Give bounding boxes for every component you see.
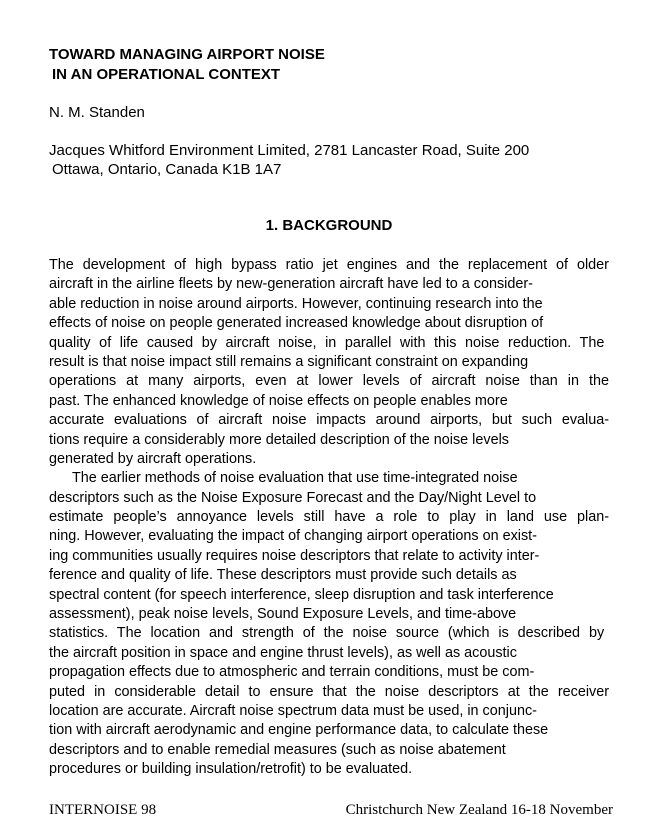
body-line: estimate people’s annoyance levels still have a role to play in land use plan- xyxy=(49,509,610,526)
body-line: propagation effects due to atmospheric and terrain conditions, must be com- xyxy=(49,664,535,681)
affiliation-line-2: Ottawa, Ontario, Canada K1B 1A7 xyxy=(52,161,282,178)
body-line: spectral content (for speech interference, sleep disruption and task interference xyxy=(49,586,554,603)
author-name: N. M. Standen xyxy=(49,104,145,121)
body-line: tion with aircraft aerodynamic and engine performance data, to calculate these xyxy=(49,722,549,739)
paper-title xyxy=(49,45,325,85)
body-line: ing communities usually requires noise descriptors that relate to activity inter- xyxy=(49,547,540,564)
body-line: The development of high bypass ratio jet engines and the replacement of older xyxy=(49,257,609,273)
body-line: aircraft in the airline fleets by new-generation aircraft have led to a consider- xyxy=(49,276,533,293)
body-line: descriptors and to enable remedial measures (such as noise abatement xyxy=(49,741,506,758)
body-line: assessment), peak noise levels, Sound Exposure Levels, and time-above xyxy=(49,606,517,623)
body-text xyxy=(49,256,609,780)
title-line-1: TOWARD MANAGING AIRPORT NOISE xyxy=(49,46,325,63)
section-heading: 1. BACKGROUND xyxy=(265,217,393,234)
body-line: quality of life caused by aircraft noise, in parallel with this noise reduction. The xyxy=(49,334,605,351)
body-line: generated by aircraft operations. xyxy=(49,450,257,467)
body-line: procedures or building insulation/retrofit) to be evaluated. xyxy=(49,761,413,778)
body-line: accurate evaluations of aircraft noise impacts around airports, but such evalua- xyxy=(49,412,610,429)
page-footer xyxy=(49,800,613,820)
body-line: result is that noise impact still remains a significant constraint on expanding xyxy=(49,353,529,370)
body-line: descriptors such as the Noise Exposure Forecast and the Day/Night Level to xyxy=(49,489,537,506)
body-line: location are accurate. Aircraft noise spectrum data must be used, in conjunc- xyxy=(49,702,537,719)
body-line: The earlier methods of noise evaluation that use time-integrated noise xyxy=(72,470,518,487)
author-affiliation xyxy=(49,141,529,179)
body-line: past. The enhanced knowledge of noise effects on people enables more xyxy=(49,392,508,409)
body-line: able reduction in noise around airports. However, continuing research into the xyxy=(49,295,543,312)
affiliation-line-1: Jacques Whitford Environment Limited, 2781 Lancaster Road, Suite 200 xyxy=(49,142,530,159)
title-line-2: IN AN OPERATIONAL CONTEXT xyxy=(52,66,281,83)
body-line: effects of noise on people generated increased knowledge about disruption of xyxy=(49,315,544,332)
body-line: ference and quality of life. These descriptors must provide such details as xyxy=(49,567,517,584)
footer-conference: INTERNOISE 98 xyxy=(49,802,157,818)
body-line: the aircraft position in space and engine thrust levels), as well as acoustic xyxy=(49,644,517,661)
body-line: puted in considerable detail to ensure that the noise descriptors at the receiver xyxy=(49,683,610,700)
footer-location-date: Christchurch New Zealand 16-18 November xyxy=(345,802,613,818)
body-line: ning. However, evaluating the impact of changing airport operations on exist- xyxy=(49,528,537,545)
body-line: tions require a considerably more detailed description of the noise levels xyxy=(49,431,509,448)
body-line: statistics. The location and strength of the noise source (which is described by xyxy=(49,625,605,642)
body-line: operations at many airports, even at lower levels of aircraft noise than in the xyxy=(49,373,609,390)
